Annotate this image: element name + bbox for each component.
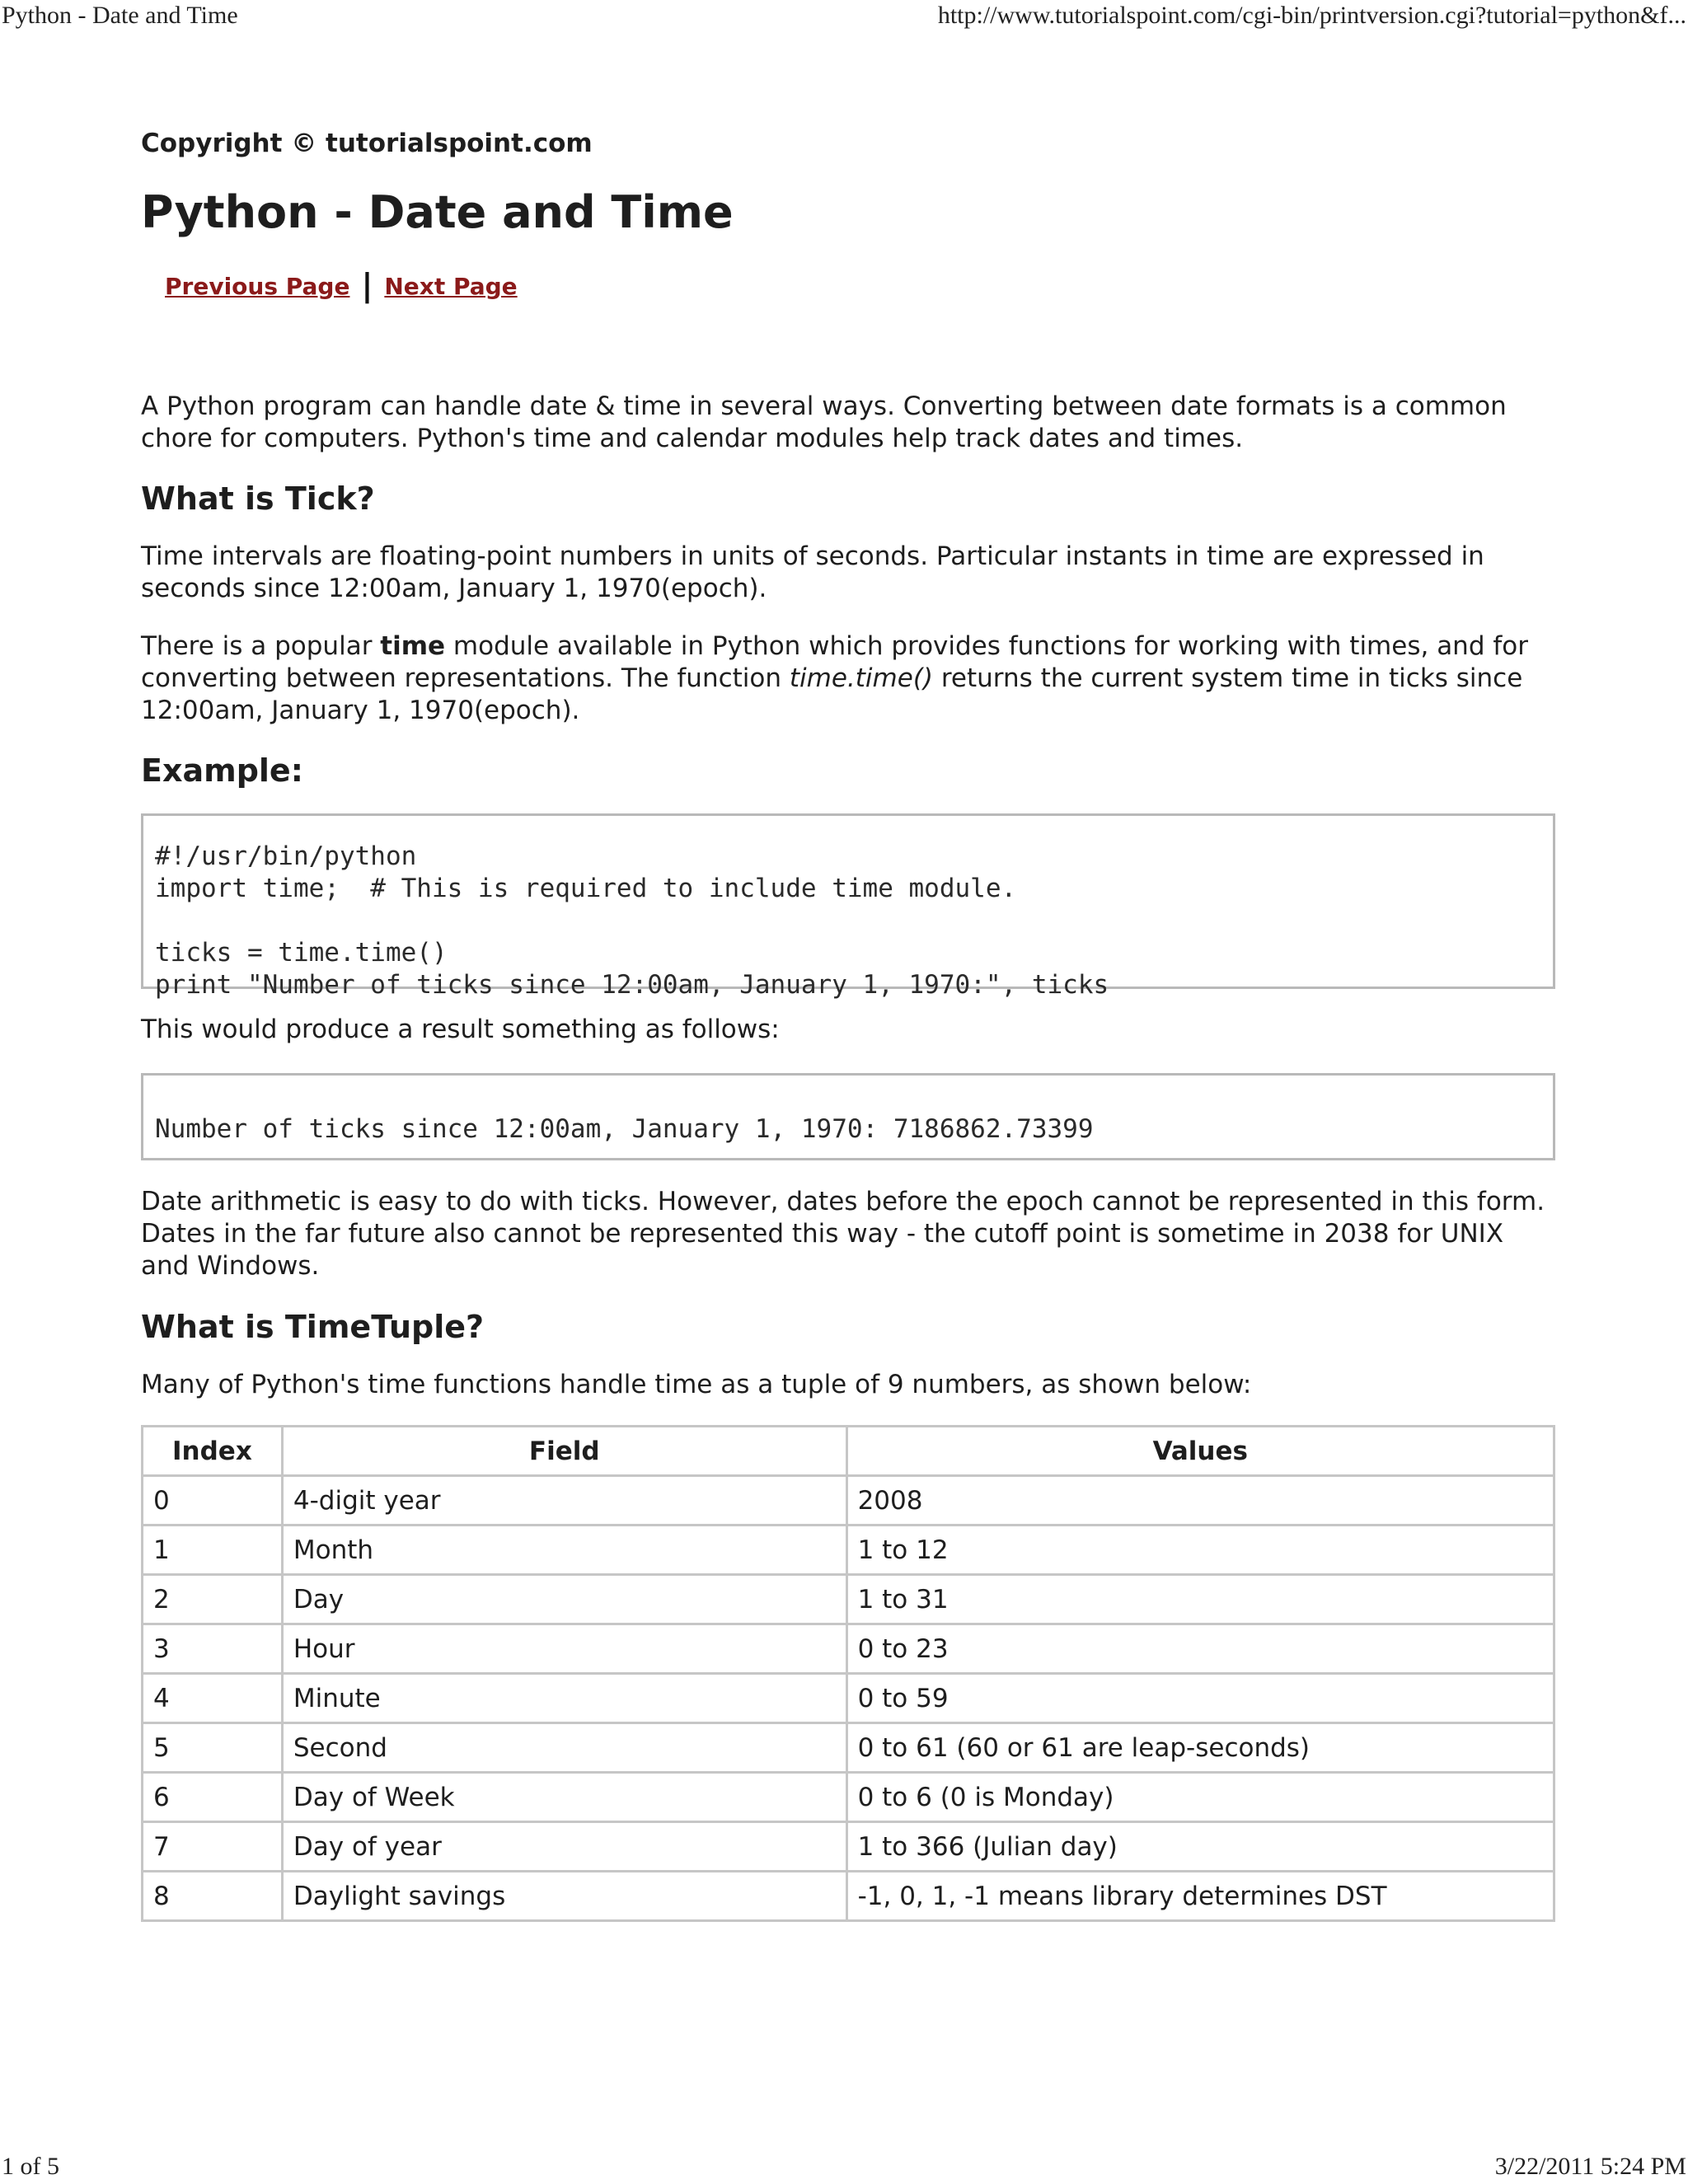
- tick-paragraph-1: Time intervals are floating-point numbers in units of seconds. Particular instants in time are expressed in seconds since 12:00am, January 1, 1970(epoch).: [141, 541, 1484, 603]
- cell-values: 0 to 61 (60 or 61 are leap-seconds): [846, 1723, 1554, 1773]
- cell-field: 4-digit year: [282, 1476, 846, 1526]
- page-title: Python - Date and Time: [141, 186, 734, 238]
- print-footer-page: 1 of 5: [2, 2153, 59, 2180]
- time-function-name: time.time(): [789, 663, 934, 693]
- tick-p2-mid: module available in Python which provides functions for working with times, and for converting between representations. The function: [141, 631, 1528, 693]
- cell-index: 1: [143, 1526, 283, 1575]
- print-header-title: Python - Date and Time: [2, 2, 238, 29]
- intro-paragraph: A Python program can handle date & time in several ways. Converting between date formats is a common chore for computers. Python's time and calendar modules help track dates and times.: [141, 391, 1507, 453]
- table-row: [143, 1476, 1554, 1526]
- cell-index: 4: [143, 1674, 283, 1723]
- table-row: [143, 1872, 1554, 1921]
- previous-page-link[interactable]: Previous Page: [165, 273, 350, 300]
- cell-values: 0 to 23: [846, 1624, 1554, 1674]
- cell-index: 5: [143, 1723, 283, 1773]
- cell-values: 1 to 12: [846, 1526, 1554, 1575]
- print-footer-datetime: 3/22/2011 5:24 PM: [1494, 2153, 1686, 2180]
- next-page-link[interactable]: Next Page: [384, 273, 518, 300]
- timetuple-table: [141, 1425, 1555, 1922]
- page-navigation: [165, 267, 1555, 303]
- example-heading: Example:: [141, 752, 303, 789]
- print-header-url: http://www.tutorialspoint.com/cgi-bin/printversion.cgi?tutorial=python&f...: [937, 2, 1686, 29]
- cell-field: Day: [282, 1575, 846, 1624]
- cell-index: 7: [143, 1822, 283, 1872]
- cell-field: Daylight savings: [282, 1872, 846, 1921]
- code-output-box: Number of ticks since 12:00am, January 1, 1970: 7186862.73399: [141, 1073, 1555, 1160]
- tick-heading: What is Tick?: [141, 480, 375, 517]
- cell-values: 1 to 31: [846, 1575, 1554, 1624]
- cell-values: -1, 0, 1, -1 means library determines DST: [846, 1872, 1554, 1921]
- nav-separator: |: [361, 267, 373, 303]
- cell-index: 8: [143, 1872, 283, 1921]
- cell-values: 0 to 59: [846, 1674, 1554, 1723]
- cell-index: 6: [143, 1773, 283, 1822]
- article: [141, 124, 1555, 1922]
- copyright-notice: Copyright © tutorialspoint.com: [141, 129, 593, 158]
- table-row: [143, 1526, 1554, 1575]
- table-row: [143, 1575, 1554, 1624]
- result-intro: This would produce a result something as follows:: [141, 1015, 780, 1044]
- table-row: [143, 1674, 1554, 1723]
- cell-values: 0 to 6 (0 is Monday): [846, 1773, 1554, 1822]
- cell-field: Day of year: [282, 1822, 846, 1872]
- column-header-index: Index: [143, 1427, 283, 1476]
- cell-index: 2: [143, 1575, 283, 1624]
- cell-field: Second: [282, 1723, 846, 1773]
- time-module-name: time: [380, 631, 446, 661]
- table-row: [143, 1822, 1554, 1872]
- cell-index: 3: [143, 1624, 283, 1674]
- tick-p2-pre: There is a popular: [141, 631, 381, 661]
- cell-values: 2008: [846, 1476, 1554, 1526]
- column-header-field: Field: [282, 1427, 846, 1476]
- table-header-row: [143, 1427, 1554, 1476]
- table-row: [143, 1624, 1554, 1674]
- cell-field: Day of Week: [282, 1773, 846, 1822]
- column-header-values: Values: [846, 1427, 1554, 1476]
- cell-field: Minute: [282, 1674, 846, 1723]
- tick-paragraph-2: [141, 630, 1555, 727]
- cell-index: 0: [143, 1476, 283, 1526]
- arithmetic-paragraph: Date arithmetic is easy to do with ticks. However, dates before the epoch cannot be represented in this form. Dates in the far future also cannot be represented this way - the cutoff point is sometime in 2038 for UNIX and Windows.: [141, 1187, 1545, 1281]
- table-row: [143, 1773, 1554, 1822]
- cell-field: Month: [282, 1526, 846, 1575]
- tick-p2-post: returns the current system time in ticks since 12:00am, January 1, 1970(epoch).: [141, 663, 1523, 725]
- code-example-box: #!/usr/bin/python import time; # This is required to include time module. ticks = time.time() print "Number of ticks since 12:00am, January 1, 1970:", ticks: [141, 813, 1555, 989]
- timetuple-intro: Many of Python's time functions handle time as a tuple of 9 numbers, as shown below:: [141, 1370, 1252, 1399]
- table-row: [143, 1723, 1554, 1773]
- cell-values: 1 to 366 (Julian day): [846, 1822, 1554, 1872]
- timetuple-heading: What is TimeTuple?: [141, 1309, 485, 1345]
- cell-field: Hour: [282, 1624, 846, 1674]
